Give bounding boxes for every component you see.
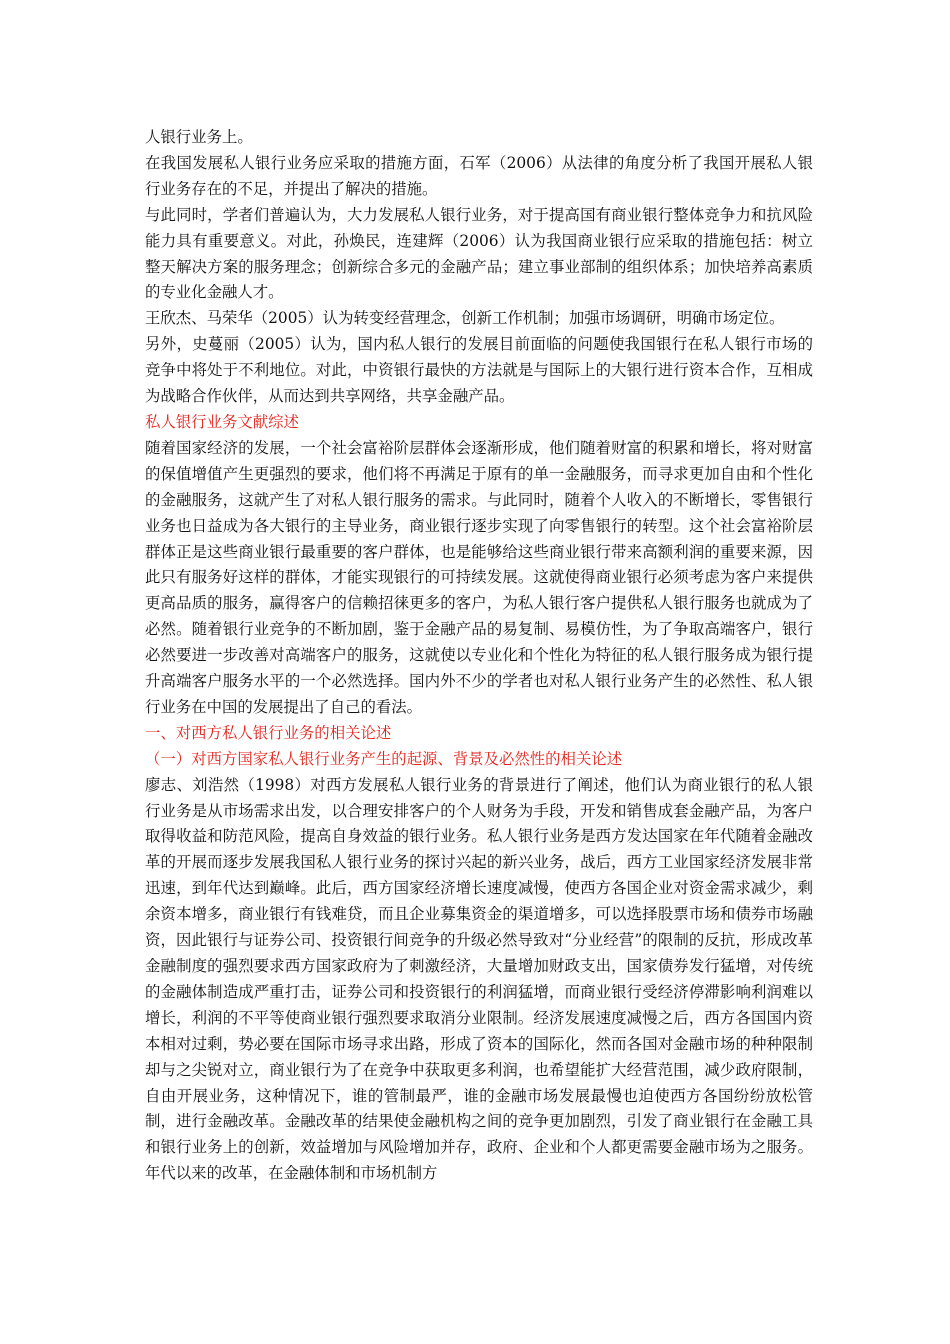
paragraph: 人银行业务上。 bbox=[145, 128, 253, 146]
paragraph: 在我国发展私人银行业务应采取的措施方面，石军（2006）从法律的角度分析了我国开展私人银行业务存在的不足，并提出了解决的措施。 bbox=[145, 153, 813, 198]
paragraph: 另外，史蔓丽（2005）认为，国内私人银行的发展目前面临的问题使我国银行在私人银行市场的竞争中将处于不利地位。对此，中资银行最快的方法就是与国际上的大银行进行资本合作，互相成为战略合作伙伴，从而达到共享网络，共享金融产品。 bbox=[145, 335, 813, 406]
paragraph: 王欣杰、马荣华（2005）认为转变经营理念，创新工作机制；加强市场调研，明确市场定位。 bbox=[145, 309, 785, 328]
paragraph: 廖志、刘浩然（1998）对西方发展私人银行业务的背景进行了阐述，他们认为商业银行的私人银行业务是从市场需求出发，以合理安排客户的个人财务为手段，开发和销售成套金融产品，为客户取得收益和防范风险，提高自身效益的银行业务。私人银行业务是西方发达国家在年代随着金融改革的开展而逐步发展我国私人银行业务的探讨兴起的新兴业务，战后，西方工业国家经济发展非常迅速，到年代达到巅峰。此后，西方国家经济增长速度减慢，使西方各国企业对资金需求减少，剩余资本增多，商业银行有钱难贷，而且企业募集资金的渠道增多，可以选择股票市场和债券市场融资，因此银行与证券公司、投资银行间竞争的升级必然导致对“分业经营”的限制的反抗，形成改革金融制度的强烈要求西方国家政府为了刺激经济，大量增加财政支出，国家债券发行猛增，对传统的金融体制造成严重打击，证券公司和投资银行的利润猛增，而商业银行受经济停滞影响利润难以增长，利润的不平等使商业银行强烈要求取消分业限制。经济发展速度减慢之后，西方各国国内资本相对过剩，势必要在国际市场寻求出路，形成了资本的国际化，然而各国对金融市场的种种限制却与之尖锐对立，商业银行为了在竞争中获取更多利润，也希望能扩大经营范围，减少政府限制，自由开展业务，这种情况下，谁的管制最严，谁的金融市场发展最慢也迫使西方各国纷纷放松管制，进行金融改革。金融改革的结果使金融机构之间的竞争更加剧烈，引发了商业银行在金融工具和银行业务上的创新，效益增加与风险增加并存，政府、企业和个人都更需要金融市场为之服务。年代以来的改革，在金融体制和市场机制方 bbox=[145, 775, 813, 1183]
section-heading: 私人银行业务文献综述 bbox=[145, 412, 299, 431]
document-page bbox=[145, 125, 813, 1187]
section-heading: 一、对西方私人银行业务的相关论述 bbox=[145, 723, 392, 742]
paragraph: 随着国家经济的发展，一个社会富裕阶层群体会逐渐形成，他们随着财富的积累和增长，将对财富的保值增值产生更强烈的要求，他们将不再满足于原有的单一金融服务，而寻求更加自由和个性化的金融服务，这就产生了对私人银行服务的需求。与此同时，随着个人收入的不断增长，零售银行业务也日益成为各大银行的主导业务，商业银行逐步实现了向零售银行的转型。这个社会富裕阶层群体正是这些商业银行最重要的客户群体，也是能够给这些商业银行带来高额利润的重要来源，因此只有服务好这样的群体，才能实现银行的可持续发展。这就使得商业银行必须考虑为客户来提供更高品质的服务，赢得客户的信赖招徕更多的客户，为私人银行客户提供私人银行服务也就成为了必然。随着银行业竞争的不断加剧，鉴于金融产品的易复制、易模仿性，为了争取高端客户，银行必然要进一步改善对高端客户的服务，这就使以专业化和个性化为特征的私人银行服务成为银行提升高端客户服务水平的一个必然选择。国内外不少的学者也对私人银行业务产生的必然性、私人银行业务在中国的发展提出了自己的看法。 bbox=[145, 438, 813, 716]
subsection-heading: （一）对西方国家私人银行业务产生的起源、背景及必然性的相关论述 bbox=[145, 749, 623, 768]
paragraph: 与此同时，学者们普遍认为，大力发展私人银行业务，对于提高国有商业银行整体竞争力和抗风险能力具有重要意义。对此，孙焕民，连建辉（2006）认为我国商业银行应采取的措施包括：树立整天解决方案的服务理念；创新综合多元的金融产品；建立事业部制的组织体系；加快培养高素质的专业化金融人才。 bbox=[145, 205, 813, 302]
